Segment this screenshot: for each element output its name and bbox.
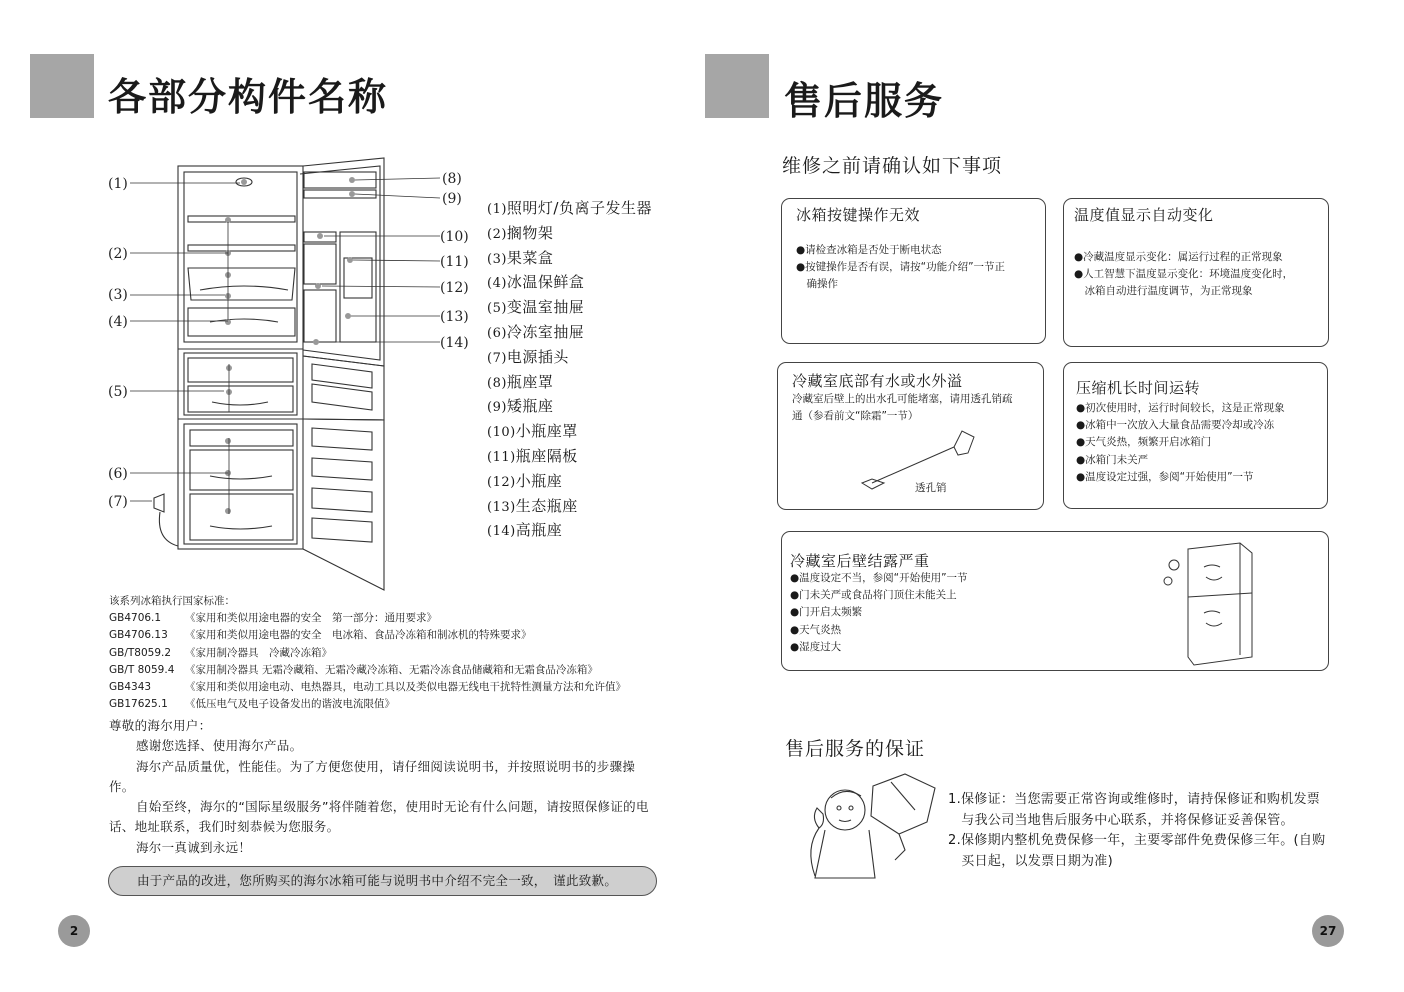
callout-7: (7) bbox=[108, 494, 128, 510]
callout-12: (12) bbox=[440, 280, 469, 296]
list-item: 冰箱自动进行温度调节，为正常现象 bbox=[1074, 285, 1253, 298]
sweating-fridge-illustration bbox=[1160, 537, 1260, 667]
page-title-left: 各部分构件名称 bbox=[108, 75, 389, 119]
page-number-left: 2 bbox=[58, 915, 90, 947]
standard-row: GB/T 8059.4 《家用制冷器具 无霜冷藏箱、无霜冷藏冷冻箱、无霜冷冻食品储藏箱和无霜食品冷冻箱》 bbox=[109, 663, 598, 676]
legend-item: (10)小瓶座罩 bbox=[487, 422, 578, 441]
list-item: ●温度设定不当，参阅“开始使用”一节 bbox=[790, 572, 968, 584]
title-block-left bbox=[30, 54, 94, 118]
intro-text bbox=[109, 716, 659, 858]
list-item: ●人工智慧下温度显示变化：环境温度变化时， bbox=[1074, 268, 1294, 281]
legend-item: (11)瓶座隔板 bbox=[487, 446, 578, 465]
callout-6: (6) bbox=[108, 466, 128, 482]
page-number-right: 27 bbox=[1312, 915, 1344, 947]
box-title: 压缩机长时间运转 bbox=[1076, 379, 1201, 397]
legend-item: (7)电源插头 bbox=[487, 347, 569, 366]
legend-item: (3)果菜盒 bbox=[487, 248, 554, 267]
list-item: ●天气炎热 bbox=[790, 623, 842, 636]
box-text: 冷藏室后壁上的出水孔可能堵塞，请用透孔销疏 bbox=[792, 393, 1013, 405]
list-item: ●天气炎热，频繁开启冰箱门 bbox=[1076, 436, 1212, 449]
guarantee-line: 2.保修期内整机免费保修一年，主要零部件免费保修三年。(自购 bbox=[948, 833, 1326, 849]
box-keys-invalid bbox=[781, 198, 1046, 344]
callout-11: (11) bbox=[440, 254, 469, 270]
legend-item: (6)冷冻室抽屉 bbox=[487, 322, 585, 341]
guarantee-line: 与我公司当地售后服务中心联系，并将保修证妥善保管。 bbox=[948, 812, 1294, 828]
list-item: ●门未关严或食品将门顶住未能关上 bbox=[790, 589, 957, 602]
legend-item: (12)小瓶座 bbox=[487, 471, 563, 490]
drain-pin-label: 透孔销 bbox=[915, 482, 947, 494]
list-item: ●初次使用时，运行时间较长，这是正常现象 bbox=[1076, 402, 1285, 414]
notice-banner: 由于产品的改进，您所购买的海尔冰箱可能与说明书中介绍不完全一致， 谨此致歉。 bbox=[108, 866, 657, 896]
box-condensation bbox=[781, 531, 1329, 671]
box-text: 通（参看前文“除霜”一节） bbox=[792, 410, 919, 422]
intro-paragraph: 海尔一真诚到永远！ bbox=[136, 839, 252, 855]
legend-item: (8)瓶座罩 bbox=[487, 372, 554, 391]
standards-heading: 该系列冰箱执行国家标准： bbox=[109, 595, 235, 607]
box-title: 冷藏室底部有水或水外溢 bbox=[792, 372, 963, 390]
guarantee-line: 1.保修证：当您需要正常咨询或维修时，请持保修证和购机发票 bbox=[948, 792, 1321, 807]
box-title: 冷藏室后壁结露严重 bbox=[790, 552, 930, 570]
callout-9: (9) bbox=[442, 191, 462, 207]
callout-4: (4) bbox=[108, 314, 128, 330]
list-item: ●温度设定过强，参阅“开始使用”一节 bbox=[1076, 470, 1254, 483]
list-item: ●冷藏温度显示变化：属运行过程的正常现象 bbox=[1074, 251, 1283, 263]
list-item: ●湿度过大 bbox=[790, 640, 842, 653]
intro-paragraph: 感谢您选择、使用海尔产品。 bbox=[136, 738, 303, 754]
standard-row: GB4706.1 《家用和类似用途电器的安全 第一部分：通用要求》 bbox=[109, 612, 437, 625]
standards-list bbox=[109, 593, 626, 713]
guarantee-text bbox=[948, 790, 1325, 873]
list-item: ●请检查冰箱是否处于断电状态 bbox=[796, 244, 942, 256]
list-item: 确操作 bbox=[796, 278, 838, 291]
fridge-diagram bbox=[100, 150, 480, 595]
legend-item: (14)高瓶座 bbox=[487, 521, 563, 540]
section-title-guarantee: 售后服务的保证 bbox=[785, 738, 926, 760]
box-temp-display bbox=[1063, 198, 1329, 347]
phone-man-illustration bbox=[795, 768, 945, 883]
box-title: 温度值显示自动变化 bbox=[1074, 206, 1214, 224]
callout-13: (13) bbox=[440, 309, 469, 325]
intro-paragraph: 海尔产品质量优，性能佳。为了方便您使用，请仔细阅读说明书，并按照说明书的步骤操作。 bbox=[109, 758, 636, 794]
intro-paragraph: 自始至终，海尔的“国际星级服务”将伴随着您，使用时无论有什么问题，请按照保修证的电话、地址联系，我们时刻恭候为您服务。 bbox=[109, 799, 649, 835]
list-item: ●冰箱门未关严 bbox=[1076, 453, 1149, 466]
legend-item: (13)生态瓶座 bbox=[487, 496, 578, 515]
greeting: 尊敬的海尔用户： bbox=[109, 718, 212, 733]
section-title-checks: 维修之前请确认如下事项 bbox=[782, 155, 1003, 177]
standard-row: GB4343 《家用和类似用途电动、电热器具，电动工具以及类似电器无线电干扰特性测量方法和允许值》 bbox=[109, 681, 626, 694]
box-title: 冰箱按键操作无效 bbox=[796, 206, 921, 224]
callout-1: (1) bbox=[108, 176, 128, 192]
legend-item: (4)冰温保鲜盒 bbox=[487, 273, 585, 292]
standard-row: GB17625.1 《低压电气及电子设备发出的谐波电流限值》 bbox=[109, 698, 395, 711]
callout-5: (5) bbox=[108, 384, 128, 400]
list-item: ●冰箱中一次放入大量食品需要冷却或冷冻 bbox=[1076, 419, 1275, 432]
standard-row: GB/T8059.2 《家用制冷器具 冷藏冷冻箱》 bbox=[109, 646, 332, 659]
legend-item: (2)搁物架 bbox=[487, 223, 554, 242]
callout-8: (8) bbox=[442, 171, 462, 187]
list-item: ●按键操作是否有误，请按“功能介绍”一节正 bbox=[796, 261, 1006, 274]
legend-item: (5)变温室抽屉 bbox=[487, 298, 585, 317]
callout-2: (2) bbox=[108, 246, 128, 262]
box-compressor bbox=[1063, 362, 1328, 509]
page-title-right: 售后服务 bbox=[784, 79, 945, 123]
legend-item: (9)矮瓶座 bbox=[487, 397, 554, 416]
callout-10: (10) bbox=[440, 229, 469, 245]
title-block-right bbox=[705, 54, 769, 118]
guarantee-line: 买日起，以发票日期为准) bbox=[948, 854, 1113, 870]
callout-3: (3) bbox=[108, 287, 128, 303]
box-water-overflow bbox=[777, 362, 1044, 510]
list-item: ●门开启太频繁 bbox=[790, 606, 863, 619]
parts-legend bbox=[487, 197, 652, 544]
callout-14: (14) bbox=[440, 335, 469, 351]
legend-item: (1)照明灯/负离子发生器 bbox=[487, 199, 652, 217]
standard-row: GB4706.13 《家用和类似用途电器的安全 电冰箱、食品冷冻箱和制冰机的特殊要求》 bbox=[109, 629, 532, 642]
